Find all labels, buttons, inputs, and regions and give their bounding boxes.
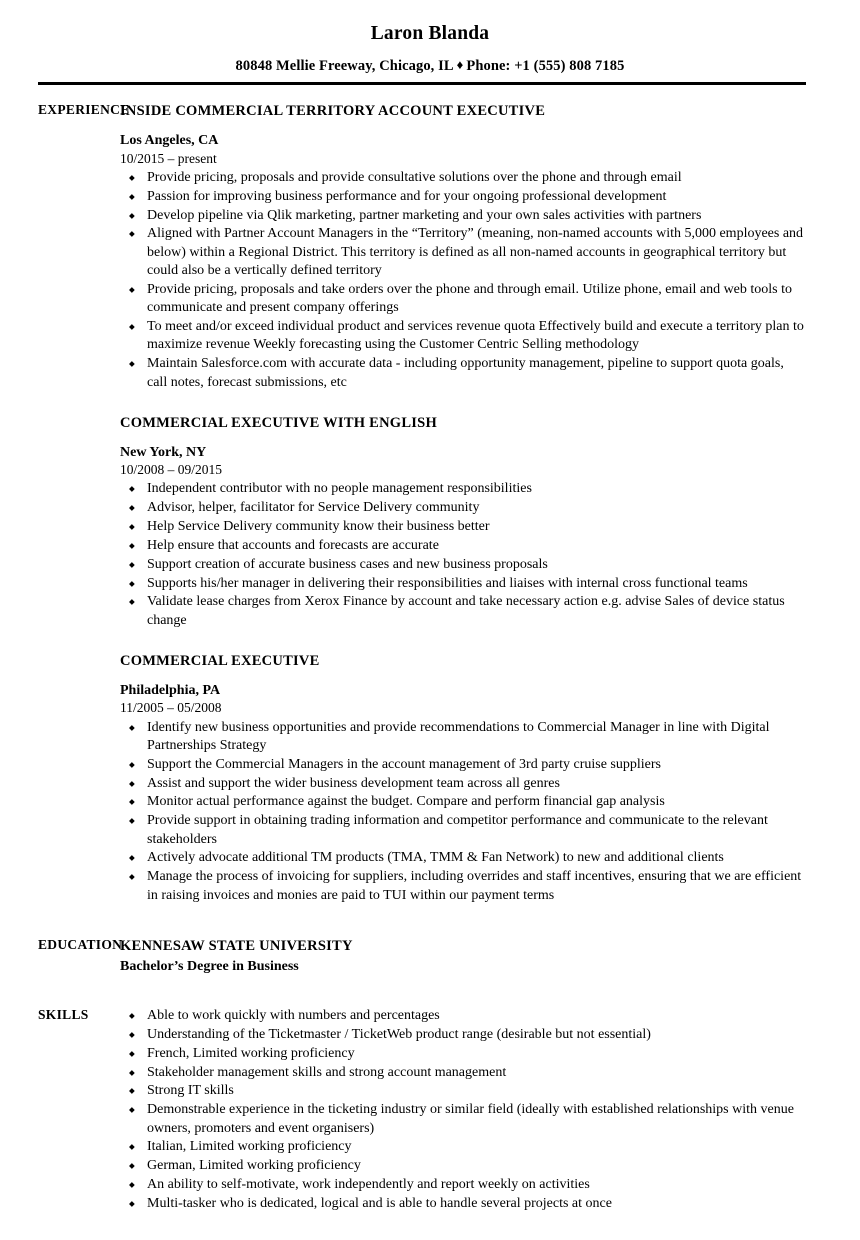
education-degree: Bachelor’s Degree in Business: [120, 959, 299, 975]
contact-phone: Phone: +1 (555) 808 7185: [466, 58, 625, 75]
list-item: ◆ Italian, Limited working proficiency: [120, 1138, 806, 1156]
section-education: [0, 937, 860, 977]
list-item: ◆ Help Service Delivery community know their business better: [120, 518, 806, 536]
list-item: ◆ Provide pricing, proposals and provide consultative solutions over the phone and through email: [120, 169, 806, 187]
list-item: ◆ Maintain Salesforce.com with accurate data - including opportunity management, pipeline to support quota goals, call notes, forecast submissions, etc: [120, 355, 806, 392]
list-item: ◆ Aligned with Partner Account Managers in the “Territory” (meaning, non-named accounts with 5,000 employees and below) within a Regional District. This territory is defined as all non-named accounts in geographical territory but could also be a vertically defined territory: [120, 225, 806, 280]
list-item: ◆ Develop pipeline via Qlik marketing, partner marketing and your own sales activities with partners: [120, 207, 806, 225]
list-item: ◆ Supports his/her manager in delivering their responsibilities and liaises with internal cross functional teams: [120, 575, 806, 593]
list-item: ◆ Passion for improving business performance and for your ongoing professional development: [120, 188, 806, 206]
list-item: ◆ To meet and/or exceed individual product and services revenue quota Effectively build and execute a territory plan to maximize revenue Weekly forecasting using the Customer Centric Selling methodology: [120, 318, 806, 355]
list-item: ◆ Validate lease charges from Xerox Finance by account and take necessary action e.g. advise Sales of device status change: [120, 593, 806, 630]
list-item: ◆ Independent contributor with no people management responsibilities: [120, 480, 806, 498]
candidate-name: Laron Blanda: [370, 23, 490, 44]
list-item: ◆ An ability to self-motivate, work independently and report weekly on activities: [120, 1176, 806, 1194]
job-location: Los Angeles, CA: [120, 133, 219, 149]
list-item: ◆ Stakeholder management skills and strong account management: [120, 1064, 806, 1082]
list-item: ◆ Support the Commercial Managers in the account management of 3rd party cruise suppliers: [120, 756, 806, 774]
list-item: ◆ German, Limited working proficiency: [120, 1157, 806, 1175]
job-title: COMMERCIAL EXECUTIVE WITH ENGLISH: [120, 414, 437, 431]
job-dates: 10/2015 – present: [120, 150, 217, 166]
job-bullet-list: [120, 480, 806, 630]
job-location: New York, NY: [120, 444, 207, 460]
section-label-experience: EXPERIENCE: [38, 102, 130, 118]
experience-entries: [120, 102, 860, 905]
list-item: ◆ Understanding of the Ticketmaster / TicketWeb product range (desirable but not essential): [120, 1026, 806, 1044]
job-dates: 11/2005 – 05/2008: [120, 700, 222, 716]
list-item: ◆ Manage the process of invoicing for suppliers, including overrides and staff incentives, ensuring that we are efficient in raising invoices and monies are paid to TUI within our payment terms: [120, 868, 806, 905]
resume-header: [0, 0, 860, 85]
job-dates: 10/2008 – 09/2015: [120, 462, 223, 478]
list-item: ◆ Assist and support the wider business development team across all genres: [120, 775, 806, 793]
experience-job: [120, 102, 806, 392]
experience-job: [120, 652, 806, 905]
list-item: ◆ Provide support in obtaining trading information and competitor performance and communicate to the relevant stakeholders: [120, 812, 806, 849]
list-item: ◆ Advisor, helper, facilitator for Service Delivery community: [120, 499, 806, 517]
list-item: ◆ Multi-tasker who is dedicated, logical and is able to handle several projects at once: [120, 1195, 806, 1213]
list-item: ◆ Able to work quickly with numbers and percentages: [120, 1007, 806, 1025]
list-item: ◆ Help ensure that accounts and forecasts are accurate: [120, 537, 806, 555]
education-school: KENNESAW STATE UNIVERSITY: [120, 938, 353, 955]
contact-address: 80848 Mellie Freeway, Chicago, IL: [235, 58, 454, 75]
education-entries: [120, 937, 860, 977]
skills-bullet-list: [120, 1007, 806, 1213]
list-item: ◆ Strong IT skills: [120, 1082, 806, 1100]
section-label-education: EDUCATION: [38, 937, 123, 953]
skills-entries: [120, 1007, 860, 1214]
job-location: Philadelphia, PA: [120, 682, 221, 698]
list-item: ◆ Monitor actual performance against the budget. Compare and perform financial gap analysis: [120, 793, 806, 811]
list-item: ◆ Actively advocate additional TM products (TMA, TMM & Fan Network) to new and additional clients: [120, 849, 806, 867]
list-item: ◆ French, Limited working proficiency: [120, 1045, 806, 1063]
experience-job: [120, 414, 806, 630]
section-label-skills: SKILLS: [38, 1007, 89, 1023]
contact-line: [0, 58, 860, 75]
section-skills: [0, 1007, 860, 1214]
resume-body: [0, 85, 860, 1213]
section-experience: [0, 102, 860, 905]
diamond-separator-icon: ♦: [456, 57, 464, 73]
job-bullet-list: [120, 719, 806, 905]
list-item: ◆ Demonstrable experience in the ticketing industry or similar field (ideally with established relationships with venue owners, promoters and event organisers): [120, 1101, 806, 1138]
job-bullet-list: [120, 169, 806, 392]
job-title: COMMERCIAL EXECUTIVE: [120, 653, 320, 670]
list-item: ◆ Support creation of accurate business cases and new business proposals: [120, 556, 806, 574]
list-item: ◆ Identify new business opportunities and provide recommendations to Commercial Manager in line with Digital Partnerships Strategy: [120, 719, 806, 756]
list-item: ◆ Provide pricing, proposals and take orders over the phone and through email. Utilize phone, email and web tools to communicate and present company offerings: [120, 281, 806, 318]
job-title: INSIDE COMMERCIAL TERRITORY ACCOUNT EXECUTIVE: [120, 103, 546, 120]
